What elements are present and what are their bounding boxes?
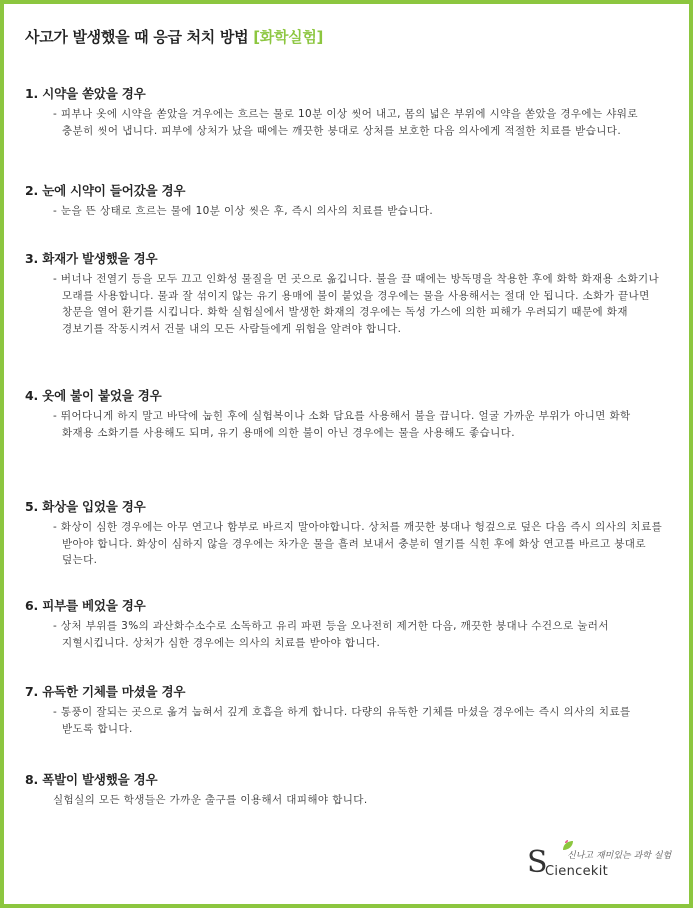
- section-text: - 화상이 심한 경우에는 아무 연고나 함부로 바르지 말아야합니다. 상처를 깨끗한 붕대나 헝겊으로 덮은 다음 즉시 의사의 치료를 받아야 합니다. 화상이 심하지 않을 경우에는 차가운 물을 흘려 보내서 충분히 열기를 식힌 후에 화상 연고를 바르고 붕대로 덮는다.: [53, 521, 663, 566]
- section-8: [25, 770, 665, 809]
- section-heading: 5. 화상을 입었을 경우: [25, 499, 146, 514]
- sciencekit-logo: [527, 845, 672, 886]
- section-text: - 눈을 뜬 상태로 흐르는 물에 10분 이상 씻은 후, 즉시 의사의 치료를 받습니다.: [53, 205, 434, 217]
- section-text: 실험실의 모든 학생들은 가까운 출구를 이용해서 대피해야 합니다.: [53, 794, 368, 806]
- section-heading: 2. 눈에 시약이 들어갔을 경우: [25, 183, 186, 198]
- section-3: [25, 249, 665, 337]
- section-heading: 4. 옷에 불이 붙었을 경우: [25, 388, 162, 403]
- section-text: - 상처 부위를 3%의 과산화수소수로 소독하고 유리 파편 등을 오나전히 제거한 다음, 깨끗한 붕대나 수건으로 눌러서 지혈시킵니다. 상처가 심한 경우에는 의사의 치료를 받아야 합니다.: [53, 620, 609, 649]
- section-heading: 6. 피부를 베었을 경우: [25, 598, 146, 613]
- section-7: [25, 682, 665, 737]
- page-title-main: 사고가 발생했을 때 응급 처치 방법: [25, 28, 254, 46]
- page-title-accent: [화학실험]: [253, 28, 324, 46]
- section-2: [25, 181, 665, 220]
- page-title: [25, 26, 323, 47]
- section-heading: 7. 유독한 기체를 마셨을 경우: [25, 684, 186, 699]
- section-4: [25, 386, 665, 441]
- section-text: - 통풍이 잘되는 곳으로 옮겨 눕혀서 깊게 호흡을 하게 합니다. 다량의 유독한 기체를 마셨을 경우에는 즉시 의사의 치료를 받도록 합니다.: [53, 706, 631, 735]
- section-text: - 버너나 전열기 등을 모두 끄고 인화성 물질을 먼 곳으로 옮깁니다. 불을 끌 때에는 방독명을 착용한 후에 화학 화재용 소화기나 모래를 사용합니다. 물과 잘 섞이지 않는 유기 용매에 불이 붙었을 경우에는 물을 사용해서는 절대 안 됩니다. 소화가 끝나면 창문을 열어 환기를 시킵니다. 화학 실험실에서 발생한 화재의 경우에는 독성 가스에 의한 피해가 우려되기 때문에 화재 경보기를 작동시켜서 건물 내의 모든 사람들에게 위험을 알려야 합니다.: [53, 273, 660, 335]
- section-5: [25, 497, 665, 569]
- section-1: [25, 84, 665, 139]
- section-heading: 8. 폭발이 발생했을 경우: [25, 772, 158, 787]
- section-6: [25, 596, 665, 651]
- section-text: - 뛰어다니게 하지 말고 바닥에 눕힌 후에 실험복이나 소화 담요를 사용해서 불을 끕니다. 얼굴 가까운 부위가 아니면 화학 화재용 소화기를 사용해도 되며, 유기 용매에 의한 불이 아닌 경우에는 물을 사용해도 좋습니다.: [53, 410, 631, 439]
- section-text: - 피부나 옷에 시약을 쏟았을 겨우에는 흐르는 물로 10분 이상 씻어 내고, 몸의 넓은 부위에 시약을 쏟았을 경우에는 샤워로 충분히 씻어 냅니다. 피부에 상처가 났을 때에는 깨끗한 붕대로 상처를 보호한 다음 의사에게 적절한 치료를 받습니다.: [53, 108, 638, 137]
- logo-letter: S: [527, 845, 548, 880]
- logo-tagline: 신나고 재미있는 과학 실험: [567, 851, 672, 861]
- logo-word: Ciencekit: [545, 864, 609, 879]
- section-heading: 3. 화재가 발생했을 경우: [25, 251, 158, 266]
- section-heading: 1. 시약을 쏟았을 경우: [25, 86, 146, 101]
